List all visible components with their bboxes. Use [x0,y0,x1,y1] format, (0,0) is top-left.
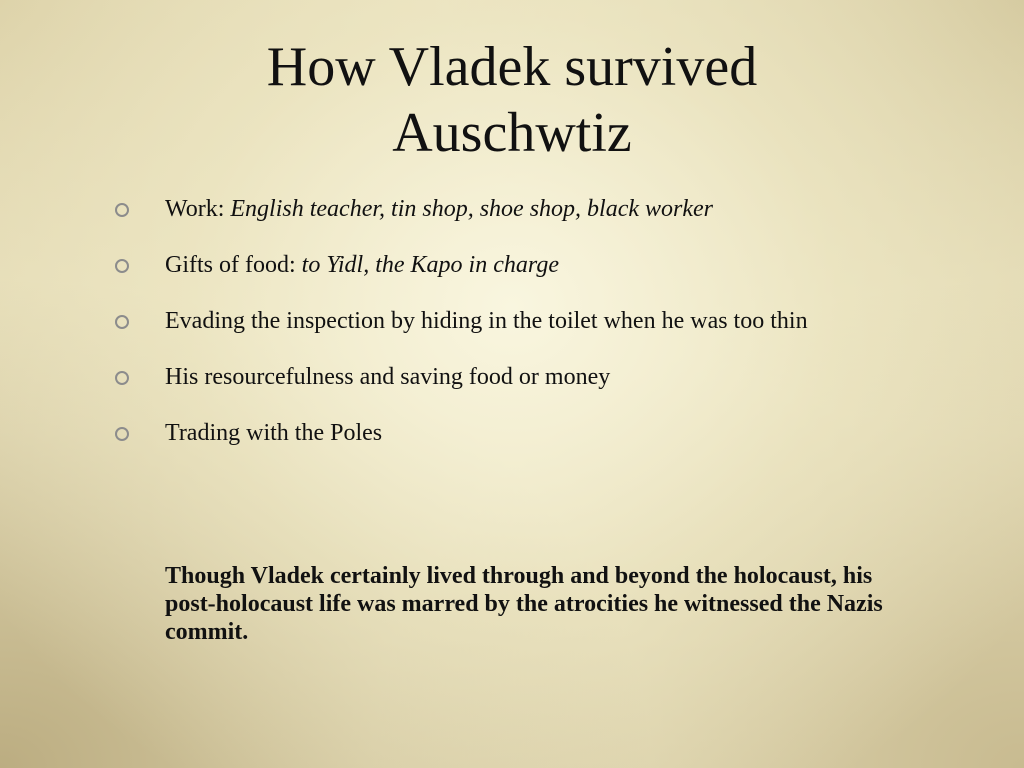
title-line-1: How Vladek survived [266,36,758,98]
title-line-2: Auschwtiz [392,102,632,164]
summary-note: Though Vladek certainly lived through and beyond the holocaust, his post-holocaust life was marred by the atrocities he witnessed the Nazis commit. [165,563,883,645]
bullet-label: Trading with the Poles [165,420,383,446]
hollow-circle-bullet-icon [115,259,129,273]
bullet-detail: English teacher, tin shop, shoe shop, black worker [230,196,714,222]
bullet-item-gifts [112,252,892,279]
bullet-label: His resourcefulness and saving food or money [165,364,611,390]
slide-title [0,34,1024,166]
bullet-item-evading [112,308,892,335]
hollow-circle-bullet-icon [115,315,129,329]
bullet-list [112,196,892,476]
bullet-item-trading [112,420,892,447]
bullet-detail: to Yidl, the Kapo in charge [301,252,559,278]
bullet-label: Gifts of food: [165,252,302,278]
hollow-circle-bullet-icon [115,427,129,441]
bullet-item-work [112,196,892,223]
bullet-item-resourcefulness [112,364,892,391]
bullet-label: Work: [165,196,231,222]
hollow-circle-bullet-icon [115,371,129,385]
hollow-circle-bullet-icon [115,203,129,217]
bullet-label: Evading the inspection by hiding in the toilet when he was too thin [165,308,808,334]
